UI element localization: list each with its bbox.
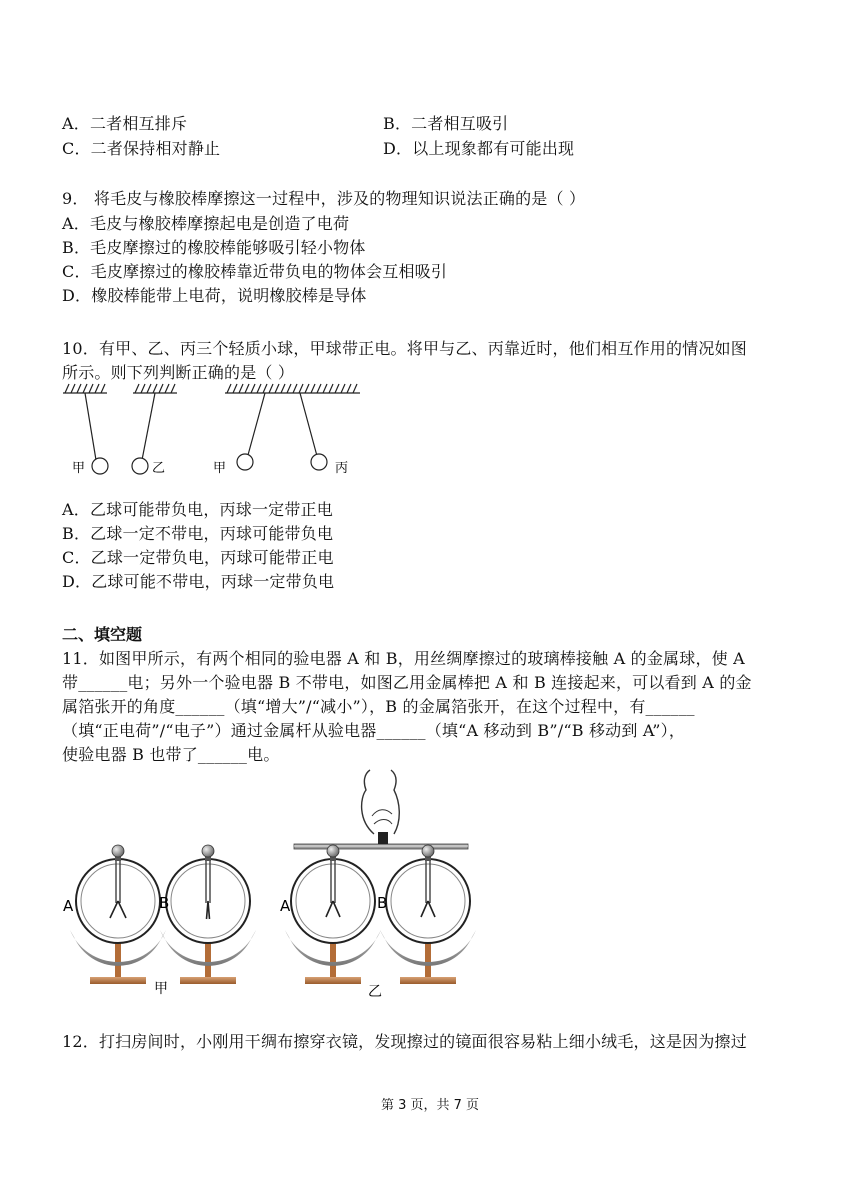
electroscope-jia-b xyxy=(160,845,256,984)
label-a-2: A xyxy=(280,897,291,915)
section-title: 二、填空题 xyxy=(62,625,143,644)
q10-pendulum-figure xyxy=(55,380,375,480)
string-bing xyxy=(300,393,317,456)
q10-option-a: A．乙球可能带负电，丙球一定带正电 xyxy=(62,500,333,519)
electroscope-yi-b xyxy=(380,845,476,984)
label-b-2: B xyxy=(377,894,388,912)
ceiling-2 xyxy=(133,384,177,393)
string-yi xyxy=(142,393,155,460)
page-number: 第 3 页，共 7 页 xyxy=(380,1098,480,1113)
q9-option-d: D．橡胶棒能带上电荷，说明橡胶棒是导体 xyxy=(62,286,367,305)
q8-option-b: B．二者相互吸引 xyxy=(383,114,509,133)
ball-yi xyxy=(132,458,148,474)
q9-option-b: B．毛皮摩擦过的橡胶棒能够吸引轻小物体 xyxy=(62,238,366,257)
q10-option-b: B．乙球一定不带电，丙球可能带负电 xyxy=(62,524,334,543)
q8-option-d: D．以上现象都有可能出现 xyxy=(383,139,575,158)
caption-jia: 甲 xyxy=(154,981,168,997)
ball-bing xyxy=(311,454,327,470)
ball-jia-2 xyxy=(237,454,253,470)
electroscope-yi-a xyxy=(285,845,381,984)
q9-option-c: C．毛皮摩擦过的橡胶棒靠近带负电的物体会互相吸引 xyxy=(62,262,448,281)
q11-line1: 11．如图甲所示，有两个相同的验电器 A 和 B，用丝绸摩擦过的玻璃棒接触 A 的金属球，使 A xyxy=(62,649,745,668)
q11-line2: 带______电；另外一个验电器 B 不带电，如图乙用金属棒把 A 和 B 连接起来，可以看到 A 的金 xyxy=(62,673,752,692)
q11-line3: 属箔张开的角度______（填“增大”/“减小”），B 的金属箔张开，在这个过程中，有______ xyxy=(62,697,695,716)
electroscope-jia-a xyxy=(70,845,166,984)
label-jia-1: 甲 xyxy=(72,461,86,476)
label-yi: 乙 xyxy=(152,461,166,476)
q9-option-a: A．毛皮与橡胶棒摩擦起电是创造了电荷 xyxy=(62,214,350,233)
label-jia-2: 甲 xyxy=(213,461,227,476)
caption-yi: 乙 xyxy=(368,984,382,1000)
q9-stem: 9． 将毛皮与橡胶棒摩擦这一过程中，涉及的物理知识说法正确的是（ ） xyxy=(62,189,586,208)
q10-stem-line2: 所示。则下列判断正确的是（ ） xyxy=(62,363,295,382)
string-jia-2 xyxy=(248,393,265,455)
electroscope-figure xyxy=(58,768,478,1003)
q10-option-d: D．乙球可能不带电，丙球一定带负电 xyxy=(62,572,335,591)
label-bing: 丙 xyxy=(335,461,349,476)
label-b-1: B xyxy=(159,894,170,912)
q8-option-c: C．二者保持相对静止 xyxy=(62,139,221,158)
ball-jia-1 xyxy=(92,458,108,474)
metal-rod-with-hand xyxy=(294,770,468,849)
q11-line5: 使验电器 B 也带了______电。 xyxy=(62,745,280,764)
ceiling-3 xyxy=(225,384,360,393)
q8-option-a: A．二者相互排斥 xyxy=(62,114,188,133)
q10-stem-line1: 10．有甲、乙、丙三个轻质小球，甲球带正电。将甲与乙、丙靠近时，他们相互作用的情况如图 xyxy=(62,339,747,358)
q12-line1: 12．打扫房间时，小刚用干绸布擦穿衣镜，发现擦过的镜面很容易粘上细小绒毛，这是因为擦过 xyxy=(62,1032,747,1051)
q11-line4: （填“正电荷”/“电子”）通过金属杆从验电器______（填“A 移动到 B”/“B 移动到 A”）， xyxy=(62,721,686,740)
label-a-1: A xyxy=(63,897,74,915)
ceiling-1 xyxy=(63,384,107,393)
q10-option-c: C．乙球一定带负电，丙球可能带正电 xyxy=(62,548,334,567)
string-jia-1 xyxy=(85,393,96,460)
